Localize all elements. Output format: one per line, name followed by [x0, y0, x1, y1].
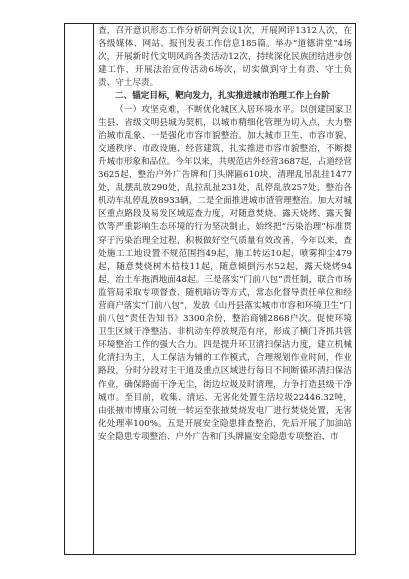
table-left-column: [65, 24, 94, 554]
paragraph-2: （一）攻坚克难，不断优化城区人居环境水平。以创建国家卫生县、省级文明县城为契机，以城市精细化管理为切入点，大力整治城市乱象、一是强化市容市貌整治。加大城市卫生、市容市貌、交通秩序、市政设施、经营建筑，扎实推进市容市貌整治，不断提升城市形象和品位。今年以来，共规范店外经营3687起，占道经营3625起，整治户外广告牌和门头牌匾610块，清理乱吊乱挂1477处，乱摆乱放290处，乱拉乱扯231处，乱停乱放257处，整治各机动车乱停乱放8933辆，二是全面推进城市渣管理整治。加大对城区重点路段及易发区域巡查力度，对随意焚烧、露天烧烤、露天餐饮等严重影响生态环境的行为坚决制止，始终把“污染治理”标准贯穿于污染治理全过程，积极做好空气质量有效改善，今年以来，查处施工工地设置不规范围挡49起，施工转运10起，喷雾抑尘479起，随意焚烧树木枯枝11起，随意倾倒污水52起，露天烧烤94起，治土车拖洒地面48起。三是落实“门前八包”责任制，联合市场监管局采取专项督查、随机暗访等方式，常态化督导责任单位和经营商户落实“门前八包”，发放《山丹县落实城市市容和环境卫生“门前八包”责任告知书》3300余份，整治商铺2868户次。促使环境卫生区域干净整洁、非机动车停放规范有序，形成了横门齐抓共管环境整治工作的强大合力。四是提升环卫清扫保洁力度，建立机械化清扫为主，人工保洁为辅的工作模式，合理规划作业时间，作业路段，分时分段对主干道及重点区域进行每日不间断循环清扫保洁作业，确保路面干净无尘，街边垃圾及时清理，力争打造县级干净城市。至目前，收集、清运、无害化处置生活垃圾22446.32吨，由张掖市博康公司统一转运至张掖焚烧发电厂进行焚烧处置，无害化处理率100%。五是开展安全隐患排查整治，先后开展了加油站安全隐患专项整治、户外广告和门头牌匾安全隐患专项整治、市: [98, 104, 352, 442]
paragraph-1: 查，召开意识形态工作分析研判会议1次，开展网评1312人次，在各级媒体、网站、报刊发表工作信息185篇。举办“道德讲堂”4场次，开展新时代文明风尚各类活动12次，持续深化民族团结进步创建工作，开展法治宣传活动6场次，切实做到守土有责、守土负责、守土尽责。: [98, 26, 352, 89]
document-body: [98, 25, 352, 552]
document-table: [64, 23, 356, 555]
section-heading: 二、锚定目标，靶向发力，扎实推进城市治理工作上台阶: [115, 91, 330, 102]
